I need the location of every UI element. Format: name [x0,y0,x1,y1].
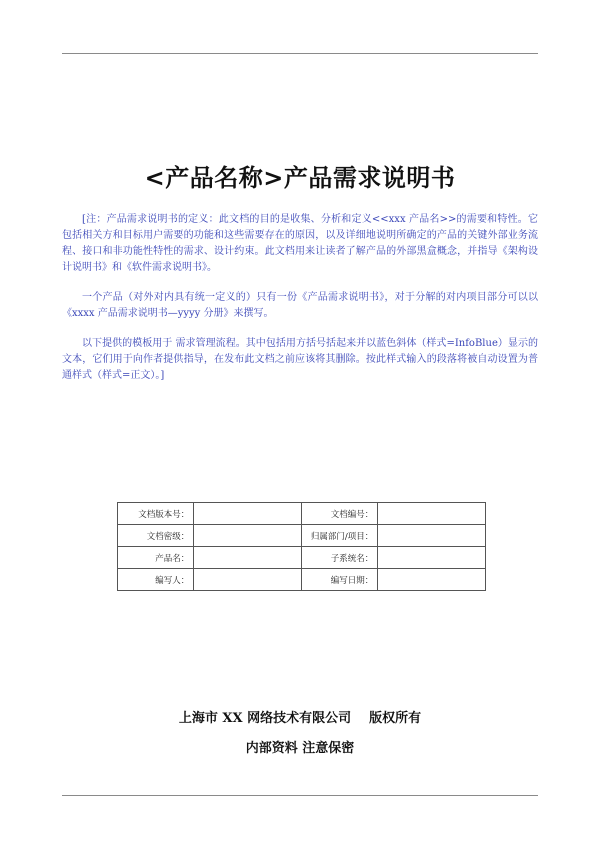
document-title: <产品名称>产品需求说明书 [144,164,456,192]
field-author[interactable] [194,569,302,591]
field-date[interactable] [378,569,486,591]
label-department: 归属部门/项目： [301,525,377,547]
note-paragraph: 一个产品（对外对内具有统一定义的）只有一份《产品需求说明书》，对于分解的对内项目部分可以以《xxxx 产品需求说明书—yyyy 分册》来撰写。 [62,292,538,319]
copyright-notice: 版权所有 [369,711,422,726]
field-doc-security[interactable] [194,525,302,547]
field-department[interactable] [378,525,486,547]
table-row [118,525,486,547]
document-info-table [117,502,486,591]
label-doc-version: 文档版本号： [118,503,194,525]
field-subsystem[interactable] [378,547,486,569]
table-row [118,547,486,569]
note-paragraph: [注：产品需求说明书的定义：此文档的目的是收集、分析和定义<<xxx 产品名>>的需要和特性。它包括相关方和目标用户需要的功能和这些需要存在的原因，以及详细地说明所确定的产品的关键外部业务流程、接口和非功能性特性的需求、设计约束。此文档用来让读者了解产品的外部黑盒概念，并指导《架构设计说明书》和《软件需求说明书》。 [62,214,538,273]
table-row [118,503,486,525]
note-paragraph: 以下提供的模板用于 需求管理流程。其中包括用方括号括起来并以蓝色斜体（样式=InfoBlue）显示的文本，它们用于向作者提供指导，在发布此文档之前应该将其删除。按此样式输入的段落将被自动设置为普通样式（样式=正文）。] [62,338,538,381]
guidance-notes [62,212,538,398]
company-line [0,707,600,726]
company-name: 上海市 XX 网络技术有限公司 [178,711,352,726]
label-subsystem: 子系统名： [301,547,377,569]
table-row [118,569,486,591]
label-doc-number: 文档编号： [301,503,377,525]
bottom-divider [62,795,538,796]
label-product-name: 产品名： [118,547,194,569]
top-divider [62,53,538,54]
field-product-name[interactable] [194,547,302,569]
field-doc-number[interactable] [378,503,486,525]
label-date: 编写日期： [301,569,377,591]
label-doc-security: 文档密级： [118,525,194,547]
label-author: 编写人： [118,569,194,591]
confidentiality-notice: 内部资料 注意保密 [245,741,355,756]
field-doc-version[interactable] [194,503,302,525]
